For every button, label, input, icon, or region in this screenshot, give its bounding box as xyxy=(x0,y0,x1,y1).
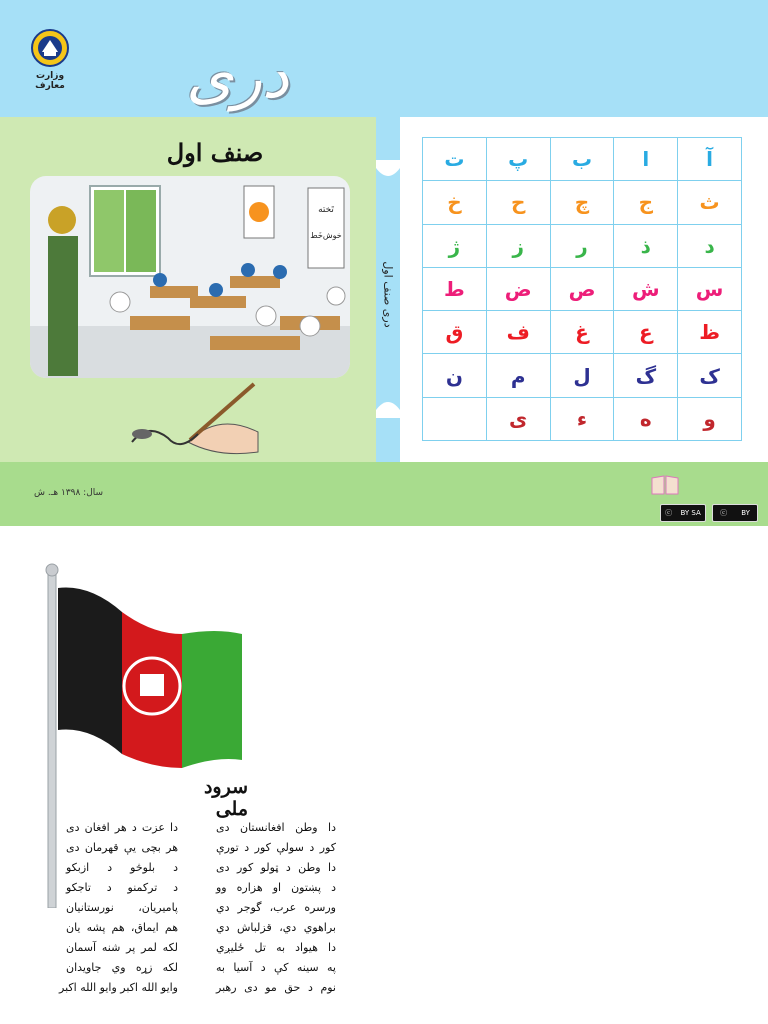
anthem-line: هر بچی یې قهرمان دی xyxy=(66,841,178,854)
classroom-illustration xyxy=(30,176,350,378)
alphabet-cell: ژ xyxy=(423,225,487,268)
alphabet-cell: ل xyxy=(551,354,615,397)
alphabet-cell: ت xyxy=(423,138,487,181)
spine-notch-top xyxy=(376,160,400,184)
anthem-line: ورسره عرب، گوجر دي xyxy=(216,901,336,914)
anthem-line: د بلوڅو د ازبکو xyxy=(66,861,178,874)
alphabet-cell: ک xyxy=(678,354,742,397)
ministry-label: وزارت معارف xyxy=(35,71,65,91)
alphabet-cell: ع xyxy=(614,311,678,354)
hand-writing-illustration xyxy=(128,382,262,458)
alphabet-cell: خ xyxy=(423,181,487,224)
alphabet-cell xyxy=(423,398,487,441)
alphabet-cell: گ xyxy=(614,354,678,397)
anthem-title: سرود ملی xyxy=(203,776,248,820)
alphabet-cell: ذ xyxy=(614,225,678,268)
book-logo-icon xyxy=(650,474,680,496)
alphabet-cell: ی xyxy=(487,398,551,441)
alphabet-cell: س xyxy=(678,268,742,311)
alphabet-cell: ث xyxy=(678,181,742,224)
alphabet-cell: آ xyxy=(678,138,742,181)
anthem-line: د ترکمنو د تاجکو xyxy=(66,881,178,894)
grade-label: صنف اول xyxy=(166,138,264,167)
spine-text: دری صنف اول xyxy=(381,261,395,328)
alphabet-cell: ا xyxy=(614,138,678,181)
alphabet-cell: ء xyxy=(551,398,615,441)
alphabet-cell: ظ xyxy=(678,311,742,354)
alphabet-cell: چ xyxy=(551,181,615,224)
alphabet-cell: ط xyxy=(423,268,487,311)
alphabet-cell: ض xyxy=(487,268,551,311)
alphabet-cell: ش xyxy=(614,268,678,311)
anthem-line: دا وطن افغانستان دی xyxy=(216,821,336,834)
publication-year: سال: ۱۳۹۸ هـ. ش xyxy=(34,488,104,498)
anthem-line: دا وطن د ټولو کور دی xyxy=(216,861,336,874)
anthem-line: دا هیواد به تل ځلیږي xyxy=(216,941,336,954)
anthem-stanza-right xyxy=(216,818,336,998)
alphabet-cell: ج xyxy=(614,181,678,224)
alphabet-cell: ن xyxy=(423,354,487,397)
alphabet-cell: ق xyxy=(423,311,487,354)
alphabet-cell: و xyxy=(678,398,742,441)
anthem-line: پامیریان، نورستانیان xyxy=(66,901,178,914)
alphabet-cell: ص xyxy=(551,268,615,311)
alphabet-grid xyxy=(422,137,742,441)
anthem-line: د پښتون او هزاره وو xyxy=(216,881,336,894)
alphabet-cell: د xyxy=(678,225,742,268)
alphabet-cell: ز xyxy=(487,225,551,268)
anthem-line: کور د سولې کور د تورې xyxy=(216,841,336,854)
alphabet-cell: ح xyxy=(487,181,551,224)
alphabet-cell: ر xyxy=(551,225,615,268)
cc-license-badge-by xyxy=(712,504,758,522)
anthem-line: لکه لمر پر شنه آسمان xyxy=(66,941,178,954)
cc-license-badge xyxy=(660,504,706,522)
alphabet-cell: پ xyxy=(487,138,551,181)
anthem-line: نوم د حق مو دی رهبر xyxy=(216,981,336,994)
board-word-2: خوش‌خَط xyxy=(310,231,342,240)
anthem-stanza-left xyxy=(59,818,178,998)
alphabet-cell: ه xyxy=(614,398,678,441)
anthem-line: په سینه کې د آسیا به xyxy=(216,961,336,974)
cc-badge-label: BY xyxy=(741,509,750,517)
alphabet-cell: غ xyxy=(551,311,615,354)
ministry-emblem-icon xyxy=(30,26,70,70)
alphabet-cell: ف xyxy=(487,311,551,354)
alphabet-cell: م xyxy=(487,354,551,397)
alphabet-cell: ب xyxy=(551,138,615,181)
spine-label xyxy=(376,220,400,380)
cc-badge-label: BY SA xyxy=(680,509,701,517)
anthem-line: لکه زړه وي جاویدان xyxy=(66,961,178,974)
cc-icon: ⓒ xyxy=(720,509,728,517)
board-word-1: تَخته xyxy=(318,205,334,215)
anthem-line: براهوي دي، قزلباش دي xyxy=(216,921,336,934)
anthem-line: هم ایماق، هم پشه یان xyxy=(66,921,178,934)
book-title: دری xyxy=(186,42,289,112)
anthem-line: وایو الله اکبر وایو الله اکبر xyxy=(59,981,178,994)
spine-notch-bottom xyxy=(376,394,400,418)
anthem-line: دا عزت د هر افغان دی xyxy=(66,821,178,834)
cover-top-band xyxy=(0,0,768,117)
cc-icon: ⓒ xyxy=(665,509,673,517)
